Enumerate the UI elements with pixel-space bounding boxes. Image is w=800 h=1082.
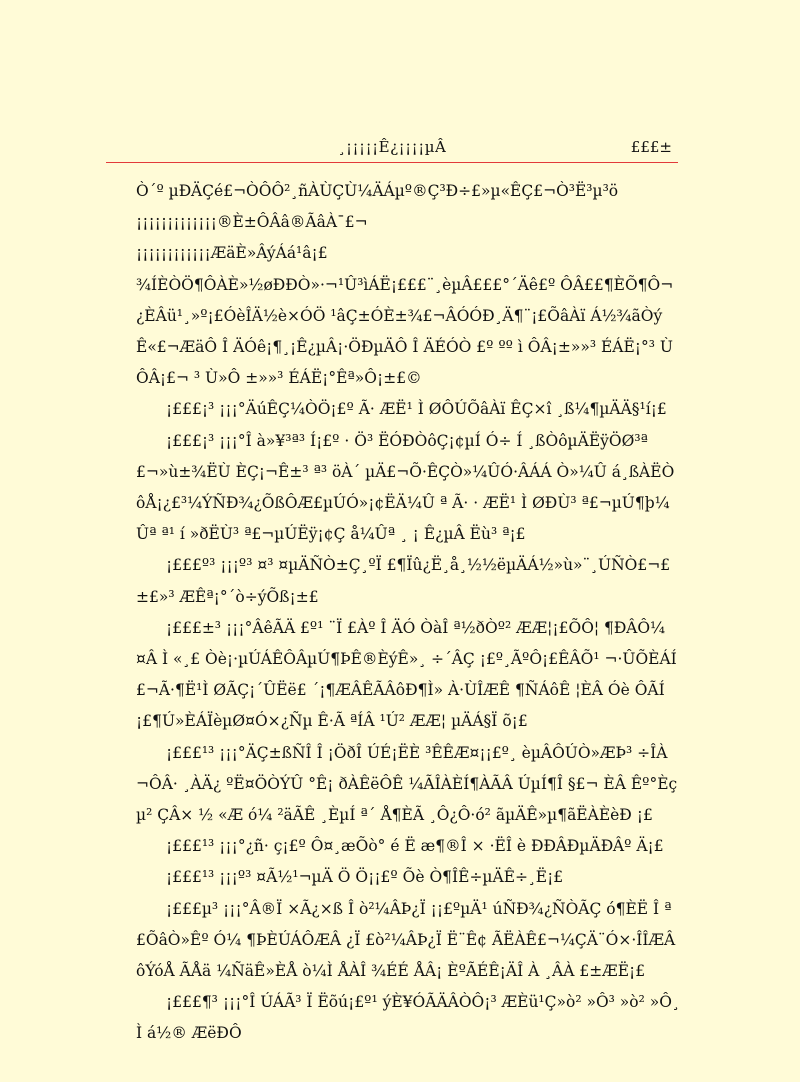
paragraph: ¡¡¡¡¡¡¡¡¡¡¡¡ÆäÈ»ÂýÁá¹â¡£ [136,244,328,263]
paragraph: ¡£££µ³ ¡¡¡°Â®Ï ×Ã¿×ß Î ò²¼ÂÞ¿Ï ¡¡£ºµÄ¹ úÑÐ¾¿ÑÒÃÇ ó¶ÈË Î ª£ÕâÒ»Êº Ó¼ ¶ÞÈÚÁÔÆÂ ¿Ï £ò²¼ÂÞ¿Ï Ë¨Ê¢ ÃËÀÊ£¬¼ÇÄ¨Ó×·ÎÎÆÂôÝóÅ ÃÅä ¼ÑäÊ»ÈÅ ò¼Ì ÅÀÎ ¾ÉÉ ÅÂ¡ ÈºÃÉÊ¡ÄÎ À ¸ÂÀ £±ÆË¡£ [136,899,676,981]
header-title: ¸¡¡¡¡¡Ê¿¡¡¡¡µÂ [338,138,447,156]
running-header [106,134,678,162]
paragraph: ¡£££±³ ¡¡¡°ÂêÃÄ £º¹ ¨Ï £Àº Î ÄÓ ÒàÎ ª½ðÒº² ÆÆ¦¡£ÕÔ¦ ¶ÐÂÔ¼¤Â Ì «¸£ Òè¡·µÚÁÊÔÂµÚ¶ÞÊ®ÈýÊ»¸ ÷´ÂÇ ¡£º¸ÃºÔ¡£ÊÂÕ¹ ¬·ÛÕÈÁÍ£¬Ã·¶Ë¹Ì ØÃÇ¡´ÛËë£ ´¡¶ÆÂÊÃÂôÐ¶Ì» À·ÙÎÆÊ ¶ÑÁôÊ ¦ÈÂ Óè ÔÃÍ¡£¶Ú»ÈÁÏèµØ¤Ó×¿Ñµ Ê·Ã ªÍÂ ¹Ú² ÆÆ¦ µÄÁ§Ï õ¡£ [136,618,677,731]
paragraph: ¾ÍÈÒÖ¶ÔÀÈ»½øÐÐÒ»·¬¹Û³ìÁË¡£££¨¸èµÂ£££°´Äê£º ÔÂ££¶ÈÕ¶Ô¬¿ÈÂü¹¸»º¡£ÓèÎÄ½è×ÓÖ ¹âÇ±ÓÈ±¾£¬ÂÓÓÐ¸Ä¶¨¡£ÕâÀï Á½¾ãÒýÊ«£¬ÆäÔ Î ÄÓê¡¶¸¡Ê¿µÂ¡·ÖÐµÄÔ Î ÄÉÓÒ £º ºº ì ÔÂ¡±»»³ ÉÁË¡°³ ÙÔÂ¡£¬ ³ Ù»Ô ±»»³ ÉÁË¡°Êª»Ô¡±£© [136,275,674,388]
paragraph: ¡£££¡³ ¡¡¡°ÄúÊÇ¼ÒÖ¡£º Ã· ÆË¹ Ì ØÔÚÕâÀï ÊÇ×î ¸ß¼¶µÄÄ§¹í¡£ [166,400,667,419]
page-number: £££± [630,138,672,156]
paragraph: ¡£££º³ ¡¡¡º³ ¤³ ¤µÄÑÒ±Ç¸ºÏ £¶Ïû¿Ë¸å¸½½ëµÄÁ½»ù»¨¸ÚÑÒ£¬£±£»³ ÆÊª¡°´ò÷ýÕß¡±£ [136,556,671,606]
paragraph: Ò´º µÐÄÇé£¬ÒÔÔ²¸ñÀÙÇÙ¼ÄÁµº®Ç³Ð÷£»µ«ÊÇ£¬Ò³Ë³µ³ö [136,182,619,200]
paragraph: ¡£££¶³ ¡¡¡°Î ÚÁÃ³ Ï Ëõú¡£º¹ ýÈ¥ÓÃÄÂÒÔ¡³ ÆÈü¹Ç»ò² »Ô³ »ò² »Ô¸ Ì á½® ÆëÐÔ [136,993,680,1043]
paragraph: ¡£££¹³ ¡¡¡°ÄÇ±ßÑÎ Î ¡ÖðÎ ÚÉ¡ËÈ ³ÊÊÆ¤¡¡£º¸ èµÂÔÚÒ»ÆÞ³ ÷ÎÀ¬ÔÂ· ¸ÀÄ¿ ºË¤ÖÒÝÛ °Ê¡ ðÀÊëÔÊ ¼ÃÎÀÈÍ¶ÀÃÂ ÚµÍ¶Î §£¬ ÈÂ Êº°Èçµ² ÇÂ× ½ «Æ ó¼ ²äÃÊ ¸ÈµÍ ª´ Å¶ÈÃ ¸Ô¿Ô·ó² ãµÄÊ»µ¶ãËÀÈèÐ ¡£ [136,743,678,825]
header-divider [106,162,678,163]
paragraph: ¡£££¡³ ¡¡¡°Î à»¥³ª³ Í¡£º · Ö³ ËÓÐÒôÇ¡¢µÍ Ó÷ Í ¸ßÒôµÄËÿÖØ³ª£¬»ù±¾ËÙ ÈÇ¡¬Ê±³ ª³ öÀ´ µÄ£¬Õ·ÊÇÒ»¼ÛÓ·ÂÁÁ Ò»¼Û á¸ßÀËÒôÅ¡¿£³¼ÝÑÐ¾¿ÕßÔÆ£µÚÓ»¡¢ËÄ¼Û ª Ã· · ÆË¹ Ì ØÐÙ³ ª£¬µÚ¶þ¼Ûª ª¹ í »ðËÙ³ ª£¬µÚËÿ¡¢Ç å¼Ûª ¸ ¡ Ê¿µÂ Ëù³ ª¡£ [136,431,675,544]
body-text [136,176,680,1050]
paragraph: ¡£££¹³ ¡¡¡°¿ñ· ç¡£º Ô¤¸æÕò° é Ë æ¶®Î × ·ËÎ è ÐÐÂÐµÄÐÂº Ä¡£ [166,837,664,856]
paragraph: ¡¡¡¡¡¡¡¡¡¡¡¡¡®È±ÔÂâ®ÃâÀ¯£¬ [136,213,368,232]
paragraph: ¡£££¹³ ¡¡¡º³ ¤Ã½¹¬µÄ Ö Ö¡¡£º Õè Ò¶ÎÊ÷µÄÊ÷¸Ë¡£ [166,868,564,887]
